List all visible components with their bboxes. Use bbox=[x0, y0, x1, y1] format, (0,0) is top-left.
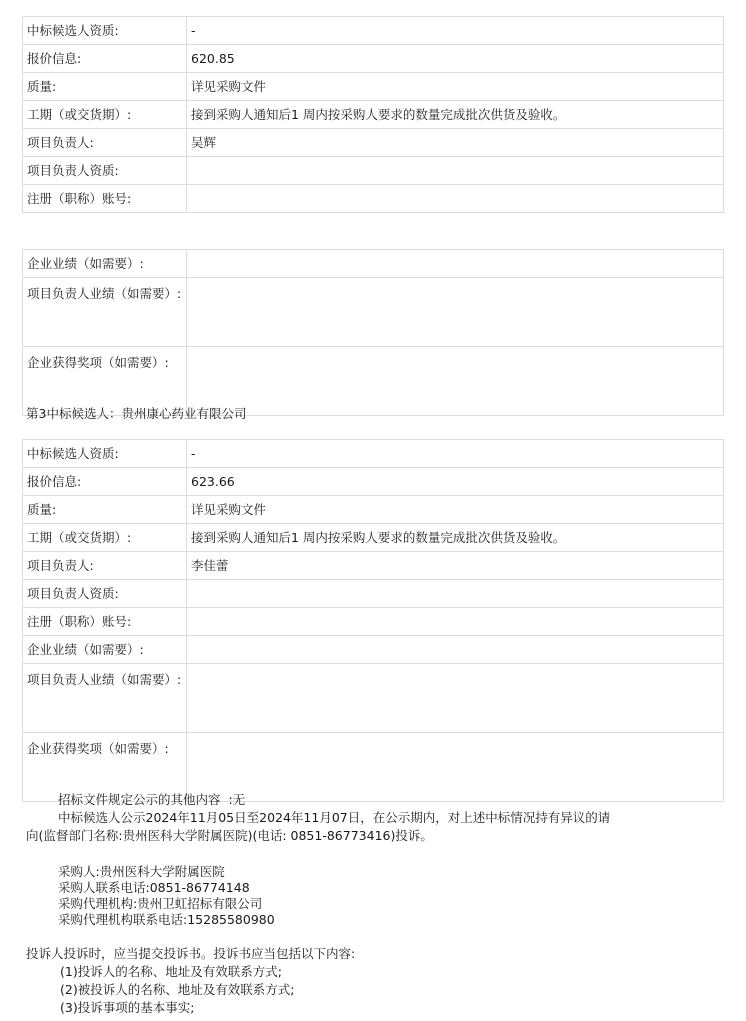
row-label: 中标候选人资质: bbox=[23, 440, 187, 468]
table-row bbox=[23, 250, 724, 278]
table-row bbox=[23, 636, 724, 664]
row-label: 企业获得奖项（如需要）: bbox=[23, 733, 187, 802]
table-row bbox=[23, 468, 724, 496]
buyer-name: 采购人:贵州医科大学附属医院 bbox=[58, 864, 225, 879]
row-value bbox=[187, 664, 724, 733]
complaint-item: (1)投诉人的名称、地址及有效联系方式; bbox=[60, 964, 282, 979]
row-label: 项目负责人业绩（如需要）: bbox=[23, 278, 187, 347]
table-row bbox=[23, 552, 724, 580]
row-label: 项目负责人资质: bbox=[23, 580, 187, 608]
table-row bbox=[23, 608, 724, 636]
table-row bbox=[23, 524, 724, 552]
other-content-note: 招标文件规定公示的其他内容 :无 bbox=[58, 792, 246, 807]
row-value: 620.85 bbox=[187, 45, 724, 73]
publicity-period-line2: 向(监督部门名称:贵州医科大学附属医院)(电话: 0851-86773416)投诉。 bbox=[26, 828, 433, 843]
row-value: - bbox=[187, 440, 724, 468]
row-value bbox=[187, 608, 724, 636]
row-value: - bbox=[187, 17, 724, 45]
table-row bbox=[23, 440, 724, 468]
row-value: 详见采购文件 bbox=[187, 73, 724, 101]
table-row bbox=[23, 17, 724, 45]
row-value bbox=[187, 278, 724, 347]
publicity-period-line1: 中标候选人公示2024年11月05日至2024年11月07日，在公示期内，对上述中标情况持有异议的请 bbox=[58, 810, 611, 825]
row-label: 注册（职称）账号: bbox=[23, 608, 187, 636]
agency-name: 采购代理机构:贵州卫虹招标有限公司 bbox=[58, 896, 263, 911]
table-row bbox=[23, 45, 724, 73]
row-value: 623.66 bbox=[187, 468, 724, 496]
row-label: 注册（职称）账号: bbox=[23, 185, 187, 213]
row-value bbox=[187, 157, 724, 185]
row-value bbox=[187, 580, 724, 608]
row-label: 报价信息: bbox=[23, 45, 187, 73]
buyer-phone: 采购人联系电话:0851-86774148 bbox=[58, 880, 250, 895]
table-row bbox=[23, 129, 724, 157]
row-label: 企业业绩（如需要）: bbox=[23, 636, 187, 664]
complaint-item: (2)被投诉人的名称、地址及有效联系方式; bbox=[60, 982, 295, 997]
table-row bbox=[23, 185, 724, 213]
complaint-item: (3)投诉事项的基本事实; bbox=[60, 1000, 195, 1015]
table-row bbox=[23, 664, 724, 733]
candidate2-info-table bbox=[22, 16, 724, 213]
candidate3-heading: 第3中标候选人：贵州康心药业有限公司 bbox=[26, 406, 247, 421]
table-row bbox=[23, 73, 724, 101]
row-label: 项目负责人资质: bbox=[23, 157, 187, 185]
row-label: 企业业绩（如需要）: bbox=[23, 250, 187, 278]
table-row bbox=[23, 496, 724, 524]
row-value bbox=[187, 733, 724, 802]
row-value: 接到采购人通知后1 周内按采购人要求的数量完成批次供货及验收。 bbox=[187, 524, 724, 552]
table-row bbox=[23, 157, 724, 185]
row-label: 报价信息: bbox=[23, 468, 187, 496]
row-label: 项目负责人业绩（如需要）: bbox=[23, 664, 187, 733]
row-value: 详见采购文件 bbox=[187, 496, 724, 524]
row-value: 吴辉 bbox=[187, 129, 724, 157]
row-value: 接到采购人通知后1 周内按采购人要求的数量完成批次供货及验收。 bbox=[187, 101, 724, 129]
row-label: 项目负责人: bbox=[23, 129, 187, 157]
table-row bbox=[23, 580, 724, 608]
row-value bbox=[187, 347, 724, 416]
table-row bbox=[23, 101, 724, 129]
row-value: 李佳蕾 bbox=[187, 552, 724, 580]
row-label: 中标候选人资质: bbox=[23, 17, 187, 45]
candidate2-performance-table bbox=[22, 249, 724, 416]
agency-phone: 采购代理机构联系电话:15285580980 bbox=[58, 912, 275, 927]
row-label: 工期（或交货期）: bbox=[23, 101, 187, 129]
row-value bbox=[187, 185, 724, 213]
row-label: 工期（或交货期）: bbox=[23, 524, 187, 552]
row-value bbox=[187, 636, 724, 664]
candidate3-info-table bbox=[22, 439, 724, 802]
row-label: 项目负责人: bbox=[23, 552, 187, 580]
row-label: 质量: bbox=[23, 496, 187, 524]
table-row bbox=[23, 278, 724, 347]
row-value bbox=[187, 250, 724, 278]
row-label: 质量: bbox=[23, 73, 187, 101]
row-label: 企业获得奖项（如需要）: bbox=[23, 347, 187, 416]
complaint-intro: 投诉人投诉时，应当提交投诉书。投诉书应当包括以下内容: bbox=[26, 946, 356, 961]
